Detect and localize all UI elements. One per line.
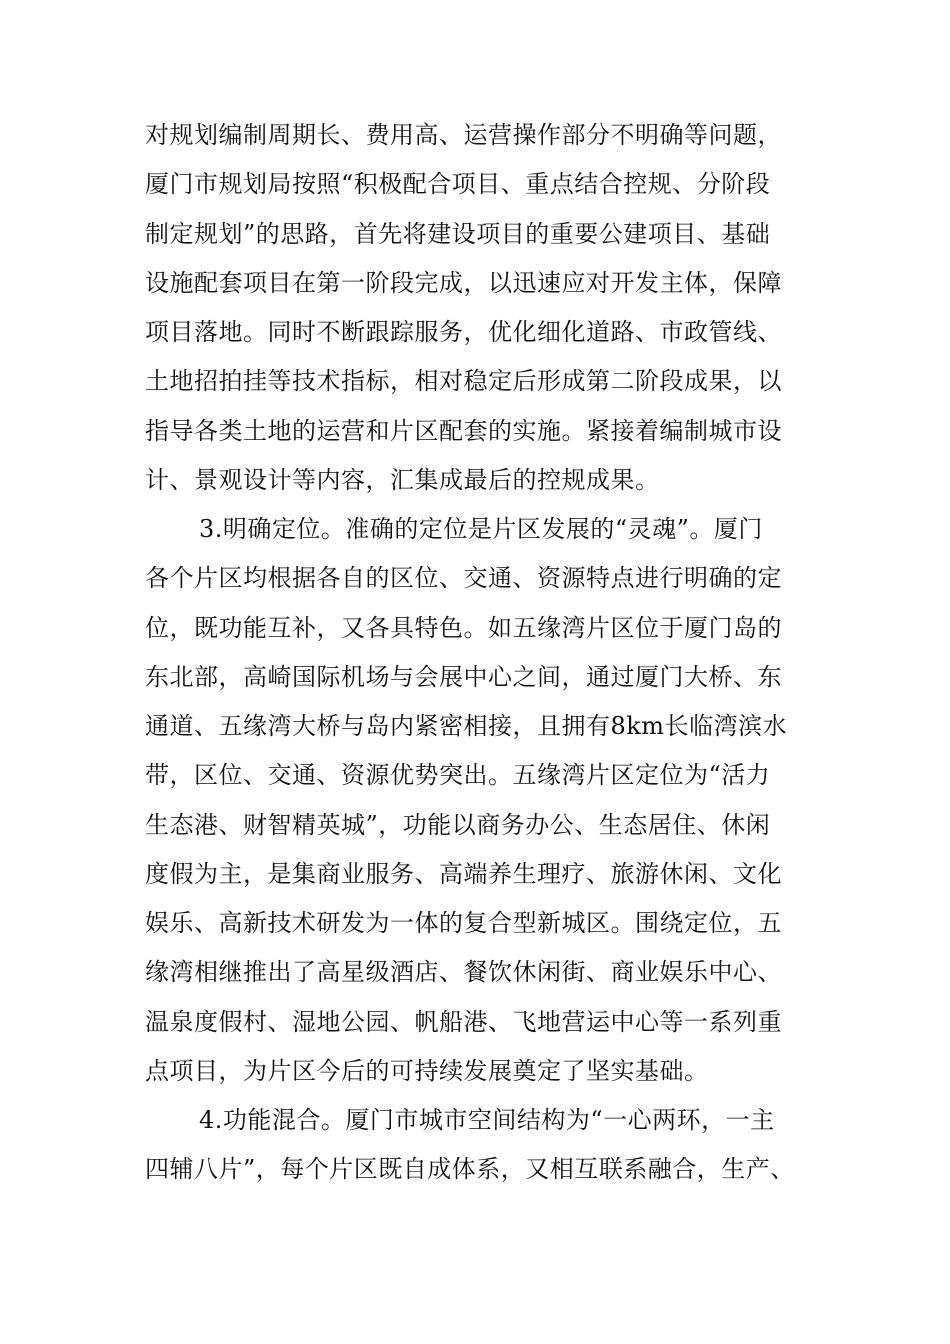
text-line: 娱乐、高新技术研发为一体的复合型新城区。围绕定位，五: [145, 909, 782, 937]
text-line: 土地招拍挂等技术指标，相对稳定后形成第二阶段成果，以: [145, 367, 782, 396]
text-line: 指导各类土地的运营和片区配套的实施。紧接着编制城市设: [145, 416, 782, 445]
body-text: [145, 111, 825, 1195]
text-line: 带，区位、交通、资源优势突出。五缘湾片区定位为“活力: [145, 761, 771, 790]
text-line: 温泉度假村、湿地公园、帆船港、飞地营运中心等一系列重: [145, 1007, 782, 1036]
text-line: 对规划编制周期长、费用高、运营操作部分不明确等问题，: [145, 121, 782, 149]
paragraph-heading-line: 4.功能混合。厦门市城市空间结构为“一心两环，一主: [199, 1106, 775, 1134]
text-line: 缘湾相继推出了高星级酒店、餐饮休闲街、商业娱乐中心、: [145, 958, 782, 987]
text-line: 厦门市规划局按照“积极配合项目、重点结合控规、分阶段: [145, 170, 771, 199]
text-line: 东北部，高崎国际机场与会展中心之间，通过厦门大桥、东: [145, 662, 782, 691]
text-line: 点项目，为片区今后的可持续发展奠定了坚实基础。: [145, 1056, 709, 1085]
text-line: 通道、五缘湾大桥与岛内紧密相接，且拥有8km长临湾滨水: [145, 712, 788, 740]
paragraph-heading-line: 3.明确定位。准确的定位是片区发展的“灵魂”。厦门: [199, 515, 763, 543]
text-line: 四辅八片”，每个片区既自成体系，又相互联系融合，生产、: [145, 1155, 795, 1184]
text-line: 位，既功能互补，又各具特色。如五缘湾片区位于厦门岛的: [145, 613, 782, 642]
text-line: 设施配套项目在第一阶段完成，以迅速应对开发主体，保障: [145, 268, 782, 297]
text-line: 计、景观设计等内容，汇集成最后的控规成果。: [145, 465, 660, 494]
text-line: 项目落地。同时不断跟踪服务，优化细化道路、市政管线、: [145, 318, 782, 346]
text-line: 各个片区均根据各自的区位、交通、资源特点进行明确的定: [145, 564, 782, 593]
text-line: 生态港、财智精英城”，功能以商务办公、生态居住、休闲: [145, 810, 771, 839]
text-line: 度假为主，是集商业服务、高端养生理疗、旅游休闲、文化: [145, 859, 782, 888]
text-line: 制定规划”的思路，首先将建设项目的重要公建项目、基础: [145, 219, 771, 248]
